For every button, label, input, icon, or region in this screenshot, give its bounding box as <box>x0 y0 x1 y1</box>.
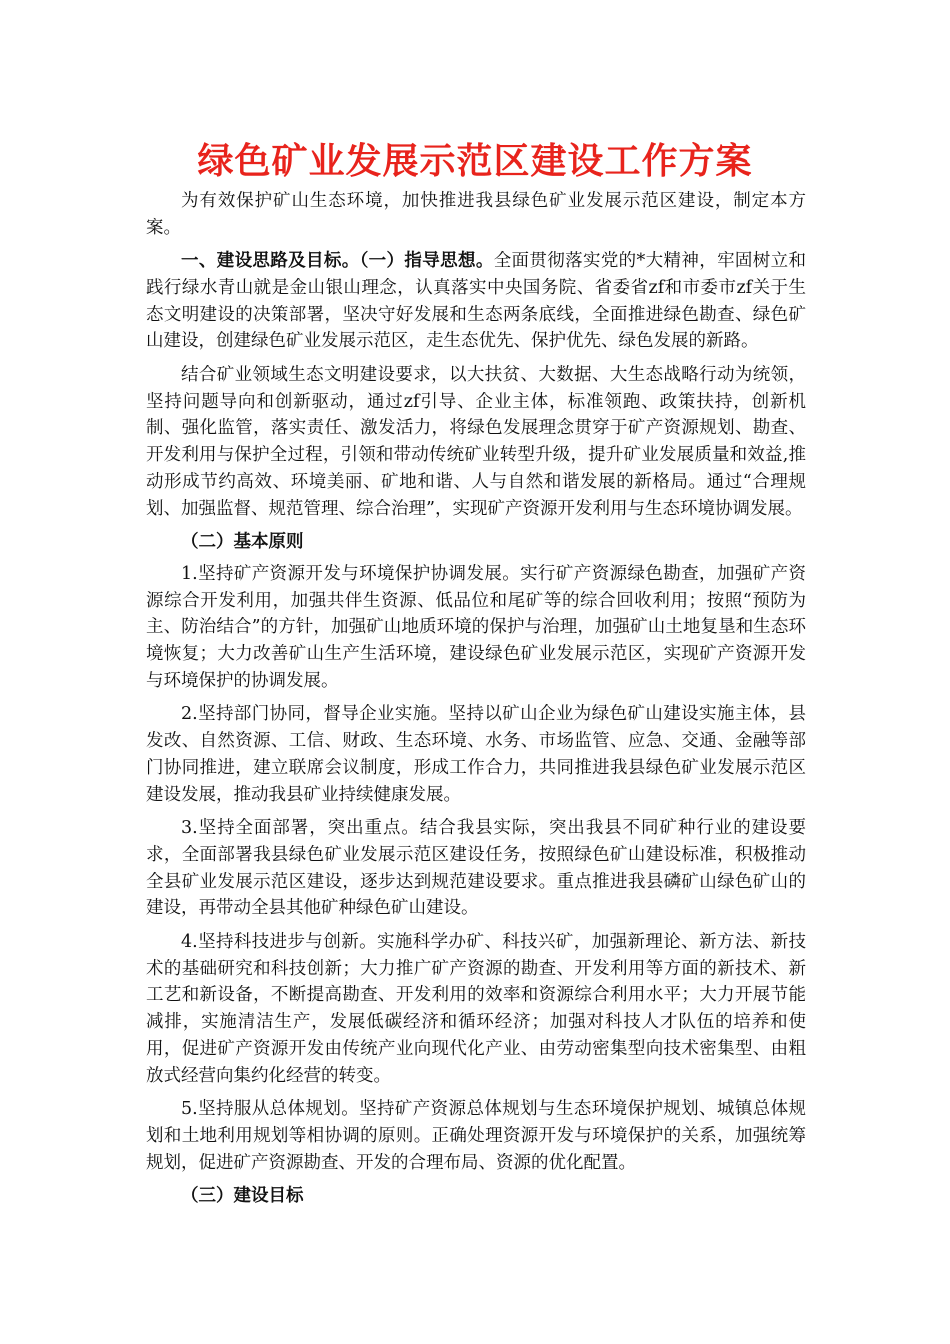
document-title: 绿色矿业发展示范区建设工作方案 <box>197 140 753 182</box>
principle-paragraph: 4.坚持科技进步与创新。实施科学办矿、科技兴矿，加强新理论、新方法、新技术的基础研究和科技创新；大力推广矿产资源的勘查、开发利用等方面的新技术、新工艺和新设备，不断提高勘查、开发利用的效率和资源综合利用水平；大力开展节能减排，实施清洁生产，发展低碳经济和循环经济；加强对科技人才队伍的培养和使用，促进矿产资源开发由传统产业向现代化产业、由劳动密集型向技术密集型、由粗放式经营向集约化经营的转变。 <box>146 931 806 1086</box>
guiding-thought-heading: （一）指导思想。 <box>359 251 494 272</box>
document-body <box>146 188 806 1215</box>
intro-paragraph: 为有效保护矿山生态环境，加快推进我县绿色矿业发展示范区建设，制定本方案。 <box>146 191 806 238</box>
section-one-heading: 一、建设思路及目标。 <box>181 251 360 272</box>
principle-paragraph: 1.坚持矿产资源开发与环境保护协调发展。实行矿产资源绿色勘查，加强矿产资源综合开发利用，加强共伴生资源、低品位和尾矿等的综合回收利用；按照“预防为主、防治结合”的方针，加强矿山地质环境的保护与治理，加强矿山土地复垦和生态环境恢复；大力改善矿山生产生活环境，建设绿色矿业发展示范区，实现矿产资源开发与环境保护的协调发展。 <box>146 563 806 692</box>
principle-paragraph: 5.坚持服从总体规划。坚持矿产资源总体规划与生态环境保护规划、城镇总体规划和土地利用规划等相协调的原则。正确处理资源开发与环境保护的关系，加强统筹规划，促进矿产资源勘查、开发的合理布局、资源的优化配置。 <box>146 1099 806 1173</box>
principles-heading: （二）基本原则 <box>181 532 304 553</box>
guiding-thought-text: 全面贯彻落实党的*大精神，牢固树立和践行绿水青山就是金山银山理念，认真落实中央国务院、省委省zf和市委市zf关于生态文明建设的决策部署，坚决守好发展和生态两条底线，全面推进绿色勘查、绿色矿山建设，创建绿色矿业发展示范区，走生态优先、保护优先、绿色发展的新路。 <box>146 251 807 352</box>
principle-paragraph: 2.坚持部门协同，督导企业实施。坚持以矿山企业为绿色矿山建设实施主体，县发改、自然资源、工信、财政、生态环境、水务、市场监管、应急、交通、金融等部门协同推进，建立联席会议制度，形成工作合力，共同推进我县绿色矿业发展示范区建设发展，推动我县矿业持续健康发展。 <box>146 704 806 805</box>
combine-paragraph: 结合矿业领域生态文明建设要求，以大扶贫、大数据、大生态战略行动为统领，坚持问题导向和创新驱动，通过zf引导、企业主体，标准领跑、政策扶持，创新机制、强化监管，落实责任、激发活力，将绿色发展理念贯穿于矿产资源规划、勘查、开发利用与保护全过程，引领和带动传统矿业转型升级，提升矿业发展质量和效益,推动形成节约高效、环境美丽、矿地和谐、人与自然和谐发展的新格局。通过“合理规划、加强监督、规范管理、综合治理”，实现矿产资源开发利用与生态环境协调发展。 <box>146 364 806 519</box>
principle-paragraph: 3.坚持全面部署，突出重点。结合我县实际，突出我县不同矿种行业的建设要求，全面部署我县绿色矿业发展示范区建设任务，按照绿色矿山建设标准，积极推动全县矿业发展示范区建设，逐步达到规范建设要求。重点推进我县磷矿山绿色矿山的建设，再带动全县其他矿种绿色矿山建设。 <box>146 818 806 919</box>
goals-heading: （三）建设目标 <box>181 1185 304 1206</box>
guiding-thought-paragraph <box>146 248 806 355</box>
